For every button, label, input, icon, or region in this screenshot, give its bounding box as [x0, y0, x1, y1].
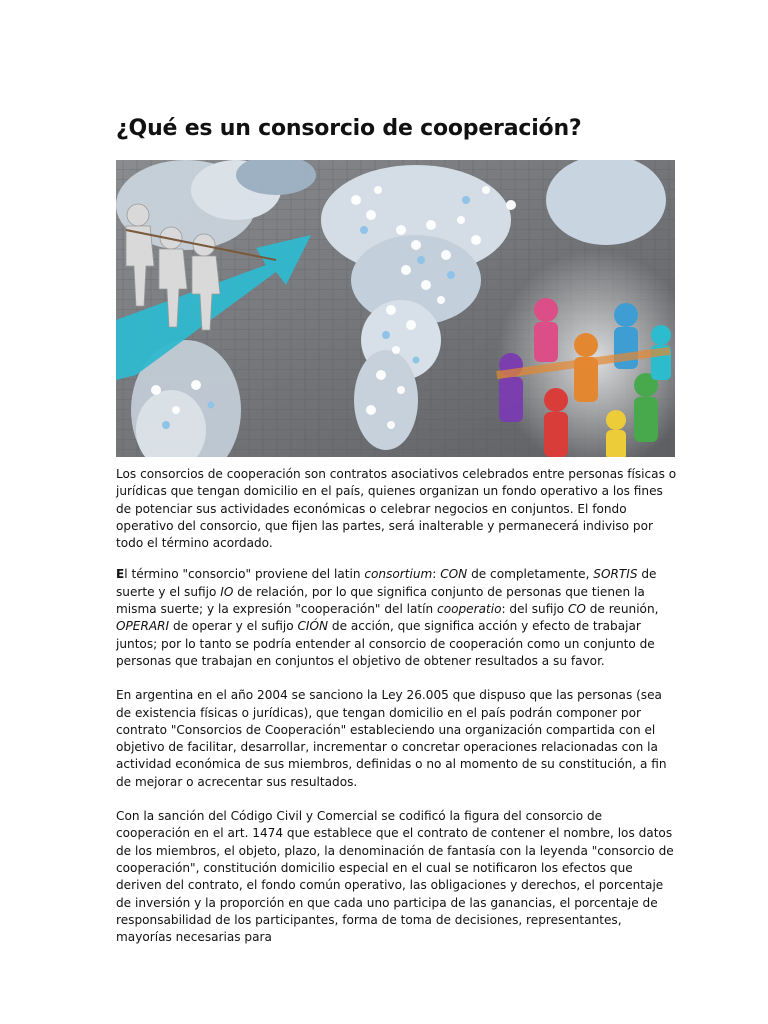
p2-text-4: de suerte y el sufijo: [116, 567, 657, 599]
p2-text-8: de operar y el sufijo: [169, 619, 298, 634]
p2-italic-1: consortium: [364, 567, 433, 582]
page-title: ¿Qué es un consorcio de cooperación?: [116, 116, 582, 141]
paragraph-definition: Los consorcios de cooperación son contratos asociativos celebrados entre personas físicas o jurídicas que tengan domicilio en el país, quienes organizan un fondo operativo a los fines de potenciar sus actividades económicas o celebrar negocios en conjuntos. El fondo operativo del consorcio, que fijen las partes, será inalterable y permanecerá indiviso por todo el término acordado.: [116, 467, 677, 551]
p2-text-6: : del sufijo: [501, 602, 568, 617]
paragraph-law: En argentina en el año 2004 se sanciono la Ley 26.005 que dispuso que las personas (sea de existencia físicas o jurídicas), que tengan domicilio en el país podrán componer por contrato "Consorcios de Cooperación" estableciendo una organización compartida con el objetivo de facilitar, desarrollar, incrementar o concretar operaciones relacionadas con la actividad económica de sus miembros, definidas o no al momento de su constitución, a fin de mejorar o acrecentar sus resultados.: [116, 688, 667, 789]
drop-cap: E: [116, 567, 125, 582]
p2-italic-3: SORTIS: [593, 567, 638, 582]
p2-italic-5: cooperatio: [437, 602, 502, 617]
paragraph-civil-code: Con la sanción del Código Civil y Comercial se codificó la figura del consorcio de cooperación en el art. 1474 que establece que el contrato de contener el nombre, los datos de los miembros, el objeto, plazo, la denominación de fantasía con la leyenda "consorcio de cooperación", constitución domicilio especial en el cual se notificaron los efectos que deriven del contrato, el fondo común operativo, las obligaciones y derechos, el porcentaje de inversión y la proporción en que cada uno participa de las ganancias, el porcentaje de responsabilidad de los participantes, forma de toma de decisiones, representantes, mayorías necesarias para: [116, 809, 674, 945]
p2-text-3: de completamente,: [467, 567, 594, 582]
p2-text-2: :: [432, 567, 441, 582]
paragraph-etymology: [116, 566, 678, 670]
p2-italic-4: IO: [220, 584, 234, 599]
p2-text-7: de reunión,: [585, 602, 659, 617]
p2-italic-2: CON: [440, 567, 468, 582]
cover-photo: [116, 160, 675, 457]
p2-text-9: de acción, que significa acción y efecto de trabajar juntos; por lo tanto se podría entender al consorcio de cooperación como un conjunto de personas que trabajan en conjuntos el objetivo de obtener resultados a su favor.: [116, 619, 655, 668]
p2-italic-6: CO: [567, 602, 586, 617]
p2-italic-7: OPERARI: [116, 619, 170, 634]
article-body: [116, 466, 678, 960]
p2-text-5: de relación, por lo que significa conjunto de personas que tienen la misma suerte; y la expresión "cooperación" del latín: [116, 584, 645, 617]
cover-photo-graphic: [116, 160, 675, 457]
p2-text-1: l término "consorcio" proviene del latin: [124, 567, 365, 582]
p2-italic-8: CIÓN: [297, 619, 329, 634]
